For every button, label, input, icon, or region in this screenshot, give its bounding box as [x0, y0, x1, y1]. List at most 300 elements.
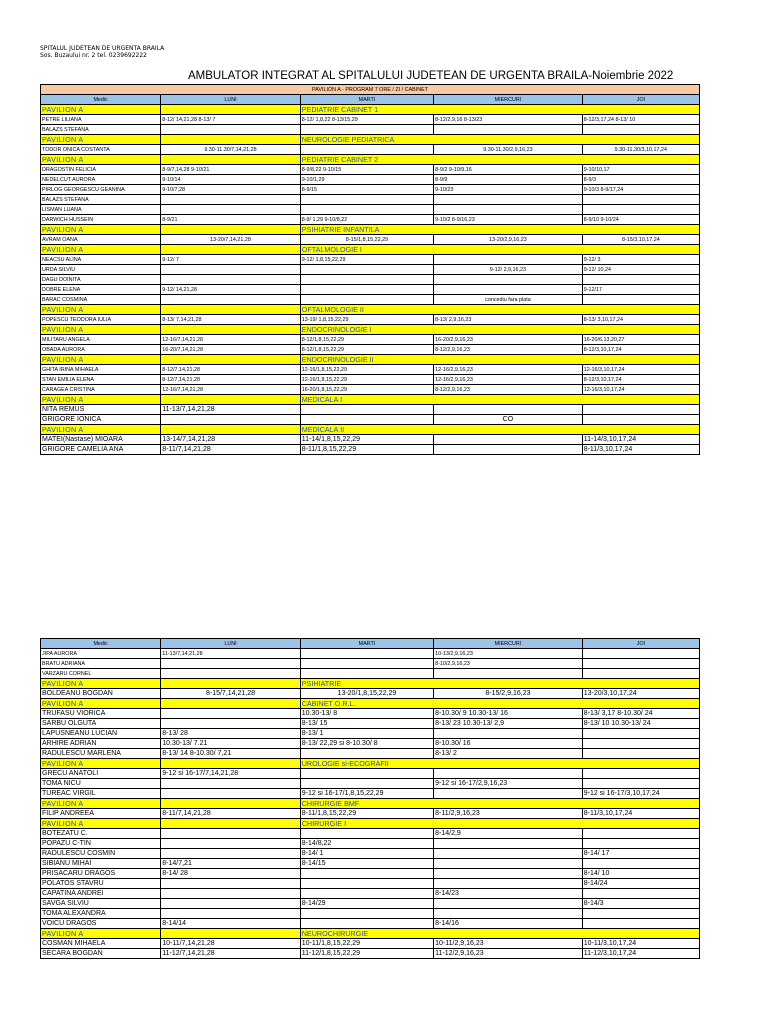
schedule-cell — [582, 415, 699, 425]
schedule-cell: 8-12/1,8,15,22,29 — [300, 345, 433, 355]
doctor-name: BALAZS STEFANA — [41, 195, 161, 205]
schedule-cell: 11-12/1,8,15,22,29 — [300, 949, 433, 959]
schedule-cell: 8-12/2,9,16,23 — [434, 385, 583, 395]
schedule-cell: 8-12/3,10,17,24 — [582, 345, 699, 355]
schedule-cell: 8-12/7,14,21,28 — [161, 375, 300, 385]
column-header: MIERCURI — [434, 639, 583, 649]
table-row — [41, 719, 700, 729]
schedule-cell — [582, 205, 699, 215]
schedule-cell: 8-13/ 23 10.30-13/ 2,9 — [434, 719, 583, 729]
schedule-cell: 8-12/3,10,17,24 — [582, 375, 699, 385]
pavilion-label: PAVILION A — [41, 155, 161, 165]
table-row — [41, 669, 700, 679]
table-row — [41, 405, 700, 415]
schedule-cell: 8-11/1,8,15,22,29 — [300, 809, 433, 819]
pavilion-label: PAVILION A — [41, 929, 161, 939]
column-header: Medic — [41, 639, 161, 649]
column-header: JOI — [582, 95, 699, 105]
schedule-cell: 8-14/14 — [161, 919, 300, 929]
schedule-cell: 8-13/ 3,17 8-10.30/ 24 — [582, 709, 699, 719]
pavilion-section-row — [41, 819, 700, 829]
schedule-cell: 8-9/ 1,29 9-10/8,22 — [300, 215, 433, 225]
pavilion-section-row — [41, 245, 700, 255]
schedule-cell: 9.30-11.30/3,10,17,24 — [582, 145, 699, 155]
schedule-cell: 8-12/1,8,15,22,29 — [300, 335, 433, 345]
column-header: JOI — [582, 639, 699, 649]
pavilion-section-row — [41, 425, 700, 435]
schedule-cell: 8-13/ 22,29 si 8-10.30/ 8 — [300, 739, 433, 749]
schedule-cell: 8-9/21 — [161, 215, 300, 225]
schedule-cell — [434, 255, 583, 265]
schedule-cell — [300, 779, 433, 789]
schedule-cell: 8-11/7,14,21,28 — [161, 809, 300, 819]
table-row — [41, 145, 700, 155]
pavilion-label: PAVILION A — [41, 759, 161, 769]
doctor-name: GRIGORE IONICA — [41, 415, 161, 425]
schedule-cell — [161, 415, 300, 425]
table-row — [41, 809, 700, 819]
schedule-cell: 8-13/ 7,14,21,28 — [161, 315, 300, 325]
hospital-address: Sos. Buzaului nr. 2 tel. 0239692222 — [40, 52, 147, 59]
doctor-name: DARWICH HUSSEIN — [41, 215, 161, 225]
table-row — [41, 315, 700, 325]
schedule-cell — [300, 889, 433, 899]
table-row — [41, 435, 700, 445]
schedule-cell — [300, 265, 433, 275]
schedule-cell: 9-10/14 — [161, 175, 300, 185]
table-row — [41, 415, 700, 425]
section-spacer — [161, 819, 300, 829]
doctor-name: OBADA AURORA — [41, 345, 161, 355]
schedule-cell — [582, 769, 699, 779]
column-header: LUNI — [161, 95, 300, 105]
schedule-cell — [434, 729, 583, 739]
schedule-cell: 9-10/3 8-9/17,24 — [582, 185, 699, 195]
schedule-cell — [582, 295, 699, 305]
schedule-cell: 9-12/ 1,8,15,22,29 — [300, 255, 433, 265]
table-row — [41, 445, 700, 455]
schedule-cell — [300, 869, 433, 879]
schedule-cell: 13-20/2,9,16,23 — [434, 235, 583, 245]
schedule-cell: 13-19/ 1,8,15,22,29 — [300, 315, 433, 325]
schedule-cell — [582, 919, 699, 929]
schedule-table-2 — [40, 638, 700, 959]
doctor-name: RADULESCU MARLENA — [41, 749, 161, 759]
pavilion-section-row — [41, 225, 700, 235]
schedule-cell: 8-12/2,9,16 8-13/23 — [434, 115, 583, 125]
table-row — [41, 235, 700, 245]
schedule-cell — [434, 789, 583, 799]
schedule-cell: 8-14/15 — [300, 859, 433, 869]
doctor-name: FILIP ANDREEA — [41, 809, 161, 819]
schedule-cell: 10.30-13/ 7.21 — [161, 739, 300, 749]
table-row — [41, 949, 700, 959]
schedule-cell — [582, 909, 699, 919]
schedule-cell — [582, 889, 699, 899]
table-row — [41, 185, 700, 195]
schedule-cell: 8-13/ 15 — [300, 719, 433, 729]
pavilion-section-row — [41, 799, 700, 809]
doctor-name: BARAC COSMINA — [41, 295, 161, 305]
schedule-cell — [300, 195, 433, 205]
specialty-label: ENDOCRINOLOGIE I — [300, 325, 699, 335]
schedule-cell: 8-12/ 1,8,22 8-13/15,29 — [300, 115, 433, 125]
table-row — [41, 385, 700, 395]
pavilion-section-row — [41, 395, 700, 405]
doctor-name: POPESCU TEODORA IULIA — [41, 315, 161, 325]
schedule-cell — [434, 869, 583, 879]
schedule-cell: 9-12 si 16-17/7,14,21,28 — [161, 769, 300, 779]
pavilion-label: PAVILION A — [41, 699, 161, 709]
doctor-name: GRIGORE CAMELIA ANA — [41, 445, 161, 455]
schedule-cell: 8-13/ 1 — [300, 729, 433, 739]
schedule-cell — [582, 195, 699, 205]
schedule-cell: 8-9/10 9-10/24 — [582, 215, 699, 225]
doctor-name: JIPA AURORA — [41, 649, 161, 659]
schedule-cell: 9-12/ 2,9,16,23 — [434, 265, 583, 275]
schedule-cell: 9-10/2 8-9/16,23 — [434, 215, 583, 225]
schedule-cell — [161, 849, 300, 859]
pavilion-section-row — [41, 135, 700, 145]
schedule-cell: 8-13/ 3,10,17,24 — [582, 315, 699, 325]
schedule-cell — [300, 205, 433, 215]
page-title: AMBULATOR INTEGRAT AL SPITALULUI JUDETEAN DE URGENTA BRAILA-Noiembrie 2022 — [188, 70, 674, 82]
table-row — [41, 215, 700, 225]
doctor-name: STAN EMILIA ELENA — [41, 375, 161, 385]
program-banner: PAVILION A - PROGRAM 7 ORE / ZI / CABINET — [41, 85, 700, 95]
schedule-cell — [582, 649, 699, 659]
schedule-cell — [161, 709, 300, 719]
column-header-row — [41, 639, 700, 649]
section-spacer — [161, 929, 300, 939]
doctor-name: BALAZS STEFANA — [41, 125, 161, 135]
table-row — [41, 205, 700, 215]
schedule-cell — [582, 669, 699, 679]
table-row — [41, 335, 700, 345]
schedule-cell: 12-16/2,9,16,23 — [434, 365, 583, 375]
table-row — [41, 195, 700, 205]
doctor-name: LAPUSNEANU LUCIAN — [41, 729, 161, 739]
table-row — [41, 829, 700, 839]
doctor-name: TODOR ONICA COSTANTA — [41, 145, 161, 155]
table-row — [41, 779, 700, 789]
table-row — [41, 899, 700, 909]
schedule-cell — [300, 769, 433, 779]
pavilion-label: PAVILION A — [41, 135, 161, 145]
pavilion-section-row — [41, 155, 700, 165]
doctor-name: NEACSU ALINA — [41, 255, 161, 265]
table-row — [41, 689, 700, 699]
schedule-cell: 9-12 si 16-17/3,10,17,24 — [582, 789, 699, 799]
doctor-name: SAVGA SILVIU — [41, 899, 161, 909]
doctor-name: PETRE LILIANA — [41, 115, 161, 125]
schedule-cell — [434, 285, 583, 295]
table-row — [41, 739, 700, 749]
doctor-name: RADULESCU COSMIN — [41, 849, 161, 859]
pavilion-section-row — [41, 679, 700, 689]
table-row — [41, 125, 700, 135]
schedule-cell — [582, 275, 699, 285]
column-header: MARTI — [300, 95, 433, 105]
specialty-label: CABINET O.R.L. — [300, 699, 699, 709]
schedule-cell — [300, 405, 433, 415]
schedule-cell — [161, 275, 300, 285]
table-row — [41, 849, 700, 859]
doctor-name: BRATU ADRIANA — [41, 659, 161, 669]
section-spacer — [161, 395, 300, 405]
schedule-cell: 8-11/3,10,17,24 — [582, 809, 699, 819]
schedule-cell: 8-11/2,9,16,23 — [434, 809, 583, 819]
doctor-name: SECARA BOGDAN — [41, 949, 161, 959]
doctor-name: TOMA NICU — [41, 779, 161, 789]
schedule-cell — [161, 789, 300, 799]
schedule-cell: 12-16/1,8,15,22,29 — [300, 375, 433, 385]
schedule-cell: 12-16/3,10,17,24 — [582, 365, 699, 375]
schedule-cell — [434, 275, 583, 285]
section-spacer — [161, 135, 300, 145]
schedule-cell — [434, 859, 583, 869]
table-row — [41, 265, 700, 275]
schedule-cell: concediu fara plata — [434, 295, 583, 305]
schedule-cell — [300, 669, 433, 679]
schedule-cell: 11-12/7,14,21,28 — [161, 949, 300, 959]
section-spacer — [161, 799, 300, 809]
schedule-cell — [434, 125, 583, 135]
doctor-name: URDA SILVIU — [41, 265, 161, 275]
pavilion-label: PAVILION A — [41, 105, 161, 115]
doctor-name: POLATOS STAVRU — [41, 879, 161, 889]
doctor-name: CARAGEA CRISTINA — [41, 385, 161, 395]
pavilion-label: PAVILION A — [41, 425, 161, 435]
schedule-cell: 11-13/7,14,21,28 — [161, 649, 300, 659]
schedule-cell — [434, 899, 583, 909]
pavilion-section-row — [41, 105, 700, 115]
schedule-cell — [161, 879, 300, 889]
schedule-cell — [300, 749, 433, 759]
pavilion-section-row — [41, 929, 700, 939]
doctor-name: CAPATINA ANDREI — [41, 889, 161, 899]
schedule-cell — [434, 669, 583, 679]
schedule-cell: 8-9/9 — [434, 175, 583, 185]
section-spacer — [161, 305, 300, 315]
table-row — [41, 909, 700, 919]
schedule-cell: 16-20/7,14,21,28 — [161, 345, 300, 355]
schedule-cell — [300, 659, 433, 669]
schedule-cell — [434, 205, 583, 215]
section-spacer — [161, 425, 300, 435]
table-row — [41, 749, 700, 759]
schedule-cell — [300, 295, 433, 305]
schedule-cell — [161, 839, 300, 849]
doctor-name: SIBIANU MIHAI — [41, 859, 161, 869]
specialty-label: OFTALMOLOGIE II — [300, 305, 699, 315]
schedule-cell: 8-12/2,9,16,23 — [434, 345, 583, 355]
doctor-name: PIRLOG GEORGESCU GEANINA — [41, 185, 161, 195]
specialty-label: MEDICALA II — [300, 425, 699, 435]
schedule-cell: 9-10/1,29 — [300, 175, 433, 185]
schedule-cell: 8-12/ 14,21,28 8-13/ 7 — [161, 115, 300, 125]
specialty-label: NEUROLOGIE PEDIATRICA — [300, 135, 699, 145]
schedule-cell — [161, 205, 300, 215]
doctor-name: BOLDEANU BOGDAN — [41, 689, 161, 699]
table-row — [41, 939, 700, 949]
schedule-cell: 8-9/8,22 9-10/15 — [300, 165, 433, 175]
section-spacer — [161, 325, 300, 335]
schedule-cell: 8-14/7,21 — [161, 859, 300, 869]
schedule-cell: 16-20/1,8,15,22,29 — [300, 385, 433, 395]
schedule-cell: 10-13/2,9,16,23 — [434, 649, 583, 659]
schedule-cell: 11-12/2,9,16,23 — [434, 949, 583, 959]
schedule-cell — [582, 829, 699, 839]
schedule-cell: 10-11/2,9,16,23 — [434, 939, 583, 949]
schedule-cell — [161, 899, 300, 909]
schedule-cell: 9-12/ 3 — [582, 255, 699, 265]
schedule-cell — [161, 265, 300, 275]
schedule-cell — [300, 919, 433, 929]
specialty-label: PSIHIATRIE INFANTILA — [300, 225, 699, 235]
schedule-cell — [582, 729, 699, 739]
schedule-cell — [434, 445, 583, 455]
schedule-cell — [161, 295, 300, 305]
schedule-cell: 8-14/24 — [582, 879, 699, 889]
pavilion-section-row — [41, 699, 700, 709]
table-row — [41, 365, 700, 375]
table-row — [41, 285, 700, 295]
table-row — [41, 769, 700, 779]
schedule-cell: 11-13/7,14,21,28 — [161, 405, 300, 415]
doctor-name: DOBRE ELENA — [41, 285, 161, 295]
schedule-cell: 8-13/ 2,9,16,23 — [434, 315, 583, 325]
pavilion-section-row — [41, 325, 700, 335]
schedule-cell — [434, 405, 583, 415]
schedule-cell — [434, 879, 583, 889]
pavilion-label: PAVILION A — [41, 395, 161, 405]
doctor-name: PRISACARU DRAGOS — [41, 869, 161, 879]
table-row — [41, 275, 700, 285]
pavilion-label: PAVILION A — [41, 799, 161, 809]
section-spacer — [161, 225, 300, 235]
schedule-cell — [582, 739, 699, 749]
section-spacer — [161, 699, 300, 709]
schedule-cell: CO — [434, 415, 583, 425]
doctor-name: NEDELCUT AURORA — [41, 175, 161, 185]
schedule-cell: 8-13/ 2 — [434, 749, 583, 759]
schedule-cell: 8-9/7,14,28 9-10/21 — [161, 165, 300, 175]
schedule-cell: 8-14/16 — [434, 919, 583, 929]
column-header: MARTI — [300, 639, 433, 649]
schedule-cell: 8-11/7,14,21,28 — [161, 445, 300, 455]
table-row — [41, 789, 700, 799]
schedule-cell — [582, 125, 699, 135]
doctor-name: VOICU DRAGOS — [41, 919, 161, 929]
schedule-cell: 11-12/3,10,17,24 — [582, 949, 699, 959]
schedule-cell: 10-11/1,8,15,22,29 — [300, 939, 433, 949]
schedule-table-1 — [40, 84, 700, 455]
schedule-cell: 12-16/2,9,16,23 — [434, 375, 583, 385]
table-row — [41, 375, 700, 385]
schedule-cell: 16-20/6,13,20,27 — [582, 335, 699, 345]
schedule-cell: 8-9/2 9-10/9,16 — [434, 165, 583, 175]
schedule-cell — [300, 145, 433, 155]
schedule-cell: 8-15/3,10,17,24 — [582, 235, 699, 245]
table-row — [41, 295, 700, 305]
schedule-cell: 9-10/23 — [434, 185, 583, 195]
pavilion-label: PAVILION A — [41, 355, 161, 365]
schedule-cell — [161, 669, 300, 679]
schedule-cell — [300, 879, 433, 889]
schedule-cell: 8-10/2,9,16,23 — [434, 659, 583, 669]
schedule-cell: 8-15/1,8,15,22,29 — [300, 235, 433, 245]
pavilion-label: PAVILION A — [41, 245, 161, 255]
schedule-cell: 8-11/1,8,15,22,29 — [300, 445, 433, 455]
schedule-cell — [582, 779, 699, 789]
doctor-name: TRUFASU VIORICA — [41, 709, 161, 719]
schedule-cell: 8-12/7,14,21,28 — [161, 365, 300, 375]
table-row — [41, 115, 700, 125]
column-header-row — [41, 95, 700, 105]
schedule-cell — [434, 769, 583, 779]
pavilion-label: PAVILION A — [41, 225, 161, 235]
schedule-cell: 8-14/ 10 — [582, 869, 699, 879]
doctor-name: TUREAC VIRGIL — [41, 789, 161, 799]
pavilion-section-row — [41, 355, 700, 365]
section-spacer — [161, 759, 300, 769]
specialty-label: PSIHIATRIE — [300, 679, 699, 689]
table-row — [41, 345, 700, 355]
schedule-cell — [300, 415, 433, 425]
doctor-name: VARZARU CORNEL — [41, 669, 161, 679]
schedule-cell: 8-10.30/ 9 10.30-13/ 16 — [434, 709, 583, 719]
doctor-name: BOTEZATU C. — [41, 829, 161, 839]
schedule-cell — [161, 909, 300, 919]
doctor-name: POPAZU C-TIN — [41, 839, 161, 849]
schedule-cell: 8-13/ 28 — [161, 729, 300, 739]
schedule-cell — [161, 779, 300, 789]
schedule-cell: 8-14/2,9 — [434, 829, 583, 839]
specialty-label: UROLOGIE si-ECOGRAFII — [300, 759, 699, 769]
doctor-name: MATEI(Nastase) MIOARA — [41, 435, 161, 445]
doctor-name: LISMAN LUANA — [41, 205, 161, 215]
specialty-label: OFTALMOLOGIE I — [300, 245, 699, 255]
doctor-name: MILITARU ANGELA — [41, 335, 161, 345]
schedule-cell: 10-11/7,14,21,28 — [161, 939, 300, 949]
schedule-cell: 9-10/10,17 — [582, 165, 699, 175]
schedule-cell: 8-12/3,17,24 8-13/ 10 — [582, 115, 699, 125]
schedule-cell: 9-12/ 7 — [161, 255, 300, 265]
schedule-cell — [300, 649, 433, 659]
schedule-cell: 8-14/23 — [434, 889, 583, 899]
schedule-cell — [300, 909, 433, 919]
schedule-cell — [161, 125, 300, 135]
schedule-cell — [434, 909, 583, 919]
schedule-cell: 8-11/3,10,17,24 — [582, 445, 699, 455]
section-spacer — [161, 105, 300, 115]
schedule-cell: 13-20/1,8,15,22,29 — [300, 689, 433, 699]
schedule-cell: 16-20/2,9,16,23 — [434, 335, 583, 345]
section-spacer — [161, 679, 300, 689]
schedule-cell — [582, 859, 699, 869]
table-row — [41, 869, 700, 879]
hospital-name: SPITALUL JUDETEAN DE URGENTA BRAILA — [40, 45, 165, 52]
pavilion-label: PAVILION A — [41, 819, 161, 829]
schedule-cell: 8-14/ 1 — [300, 849, 433, 859]
schedule-cell: 8-14/3 — [582, 899, 699, 909]
table-row — [41, 709, 700, 719]
pavilion-section-row — [41, 305, 700, 315]
schedule-cell — [161, 829, 300, 839]
pavilion-label: PAVILION A — [41, 679, 161, 689]
table-row — [41, 165, 700, 175]
